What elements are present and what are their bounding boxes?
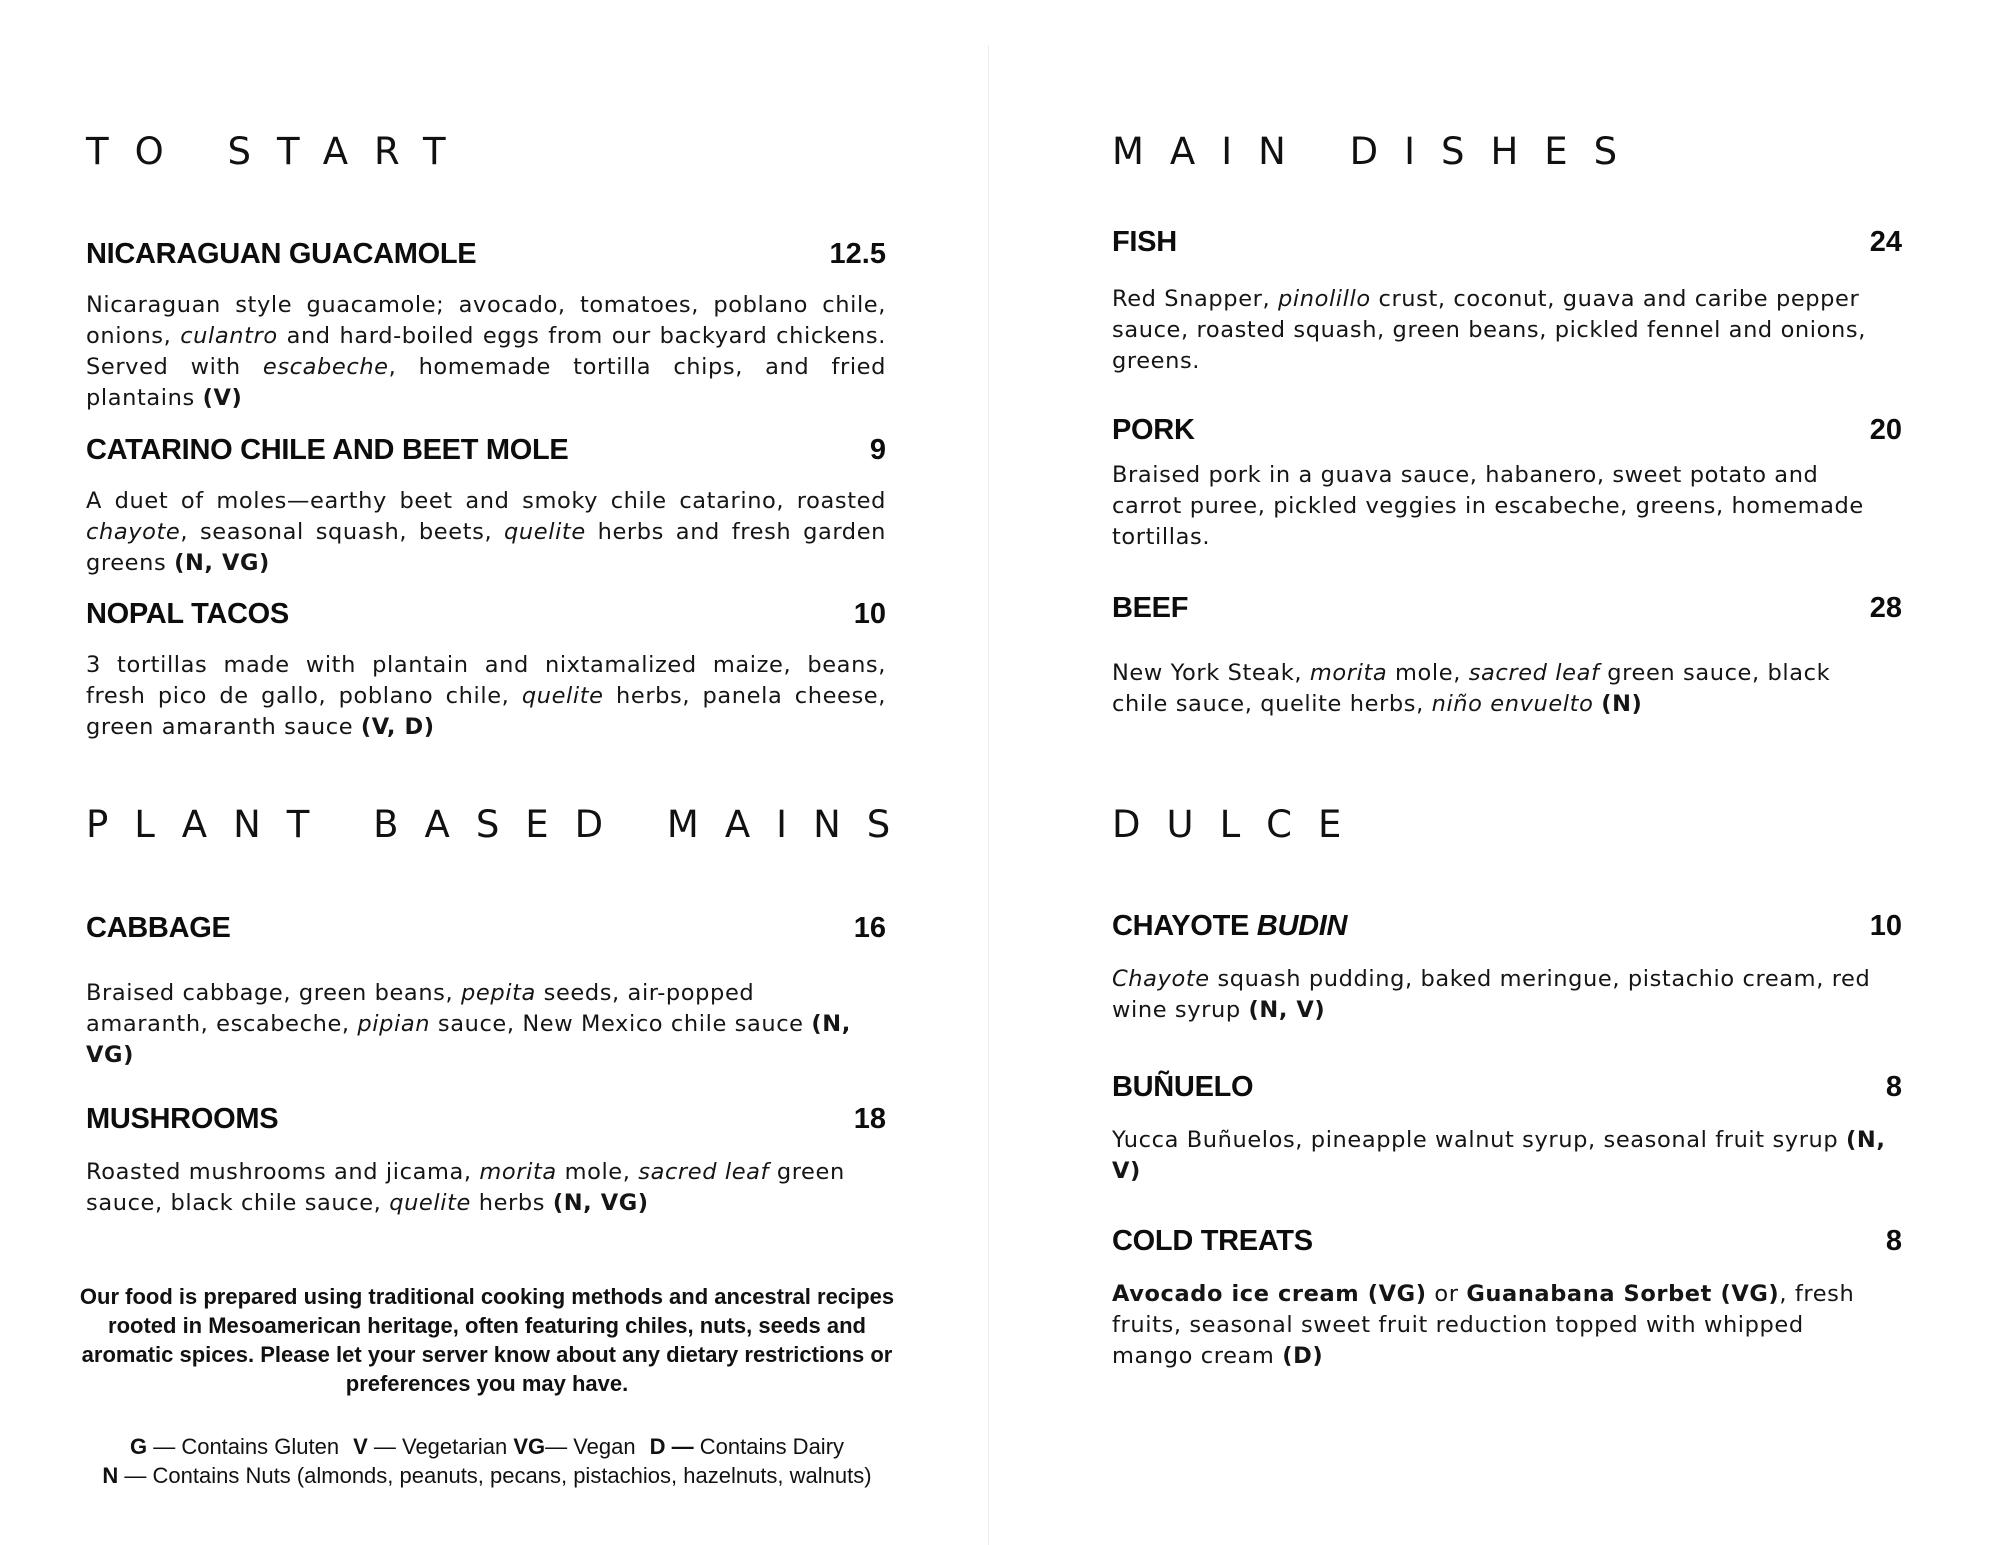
item-name: COLD TREATS: [1112, 1225, 1313, 1257]
legend-line-1: [62, 1432, 912, 1461]
desc-text: Roasted mushrooms and jicama,: [86, 1159, 480, 1185]
item-price: 24: [1869, 226, 1902, 258]
legend-code-gluten: G: [129, 1434, 148, 1459]
italic-term: pepita: [461, 980, 536, 1006]
legend-code-dairy: D —: [649, 1434, 694, 1459]
item-name: PORK: [1112, 414, 1195, 446]
item-description: [86, 290, 886, 414]
menu-item-chayote-budin: [1112, 910, 1902, 1026]
desc-text: , homemade tortilla chips, and fried plantains: [86, 354, 886, 411]
menu-item-cold-treats: [1112, 1225, 1902, 1372]
italic-term: pipian: [357, 1011, 431, 1037]
desc-text: mole,: [1387, 660, 1469, 686]
item-description: [1112, 658, 1892, 720]
legend-line-2: [62, 1461, 912, 1490]
item-price: 9: [869, 434, 886, 466]
item-description: [86, 1157, 876, 1219]
legend-text-nuts: — Contains Nuts (almonds, peanuts, pecans, pistachios, hazelnuts, walnuts): [118, 1463, 872, 1488]
desc-text: , seasonal squash, beets,: [180, 519, 505, 545]
item-description: [1112, 284, 1882, 377]
item-price: 10: [1869, 910, 1902, 942]
dietary-note: Our food is prepared using traditional cooking methods and ancestral recipes rooted in Mesoamerican heritage, often featuring chiles, nuts, seeds and aromatic spices. Please let your server know about any dietary restrictions or preferences you may have.: [79, 1284, 895, 1396]
desc-text: Braised pork in a guava sauce, habanero, sweet potato and carrot puree, pickled veggies in escabeche, greens, homemade tortillas.: [1112, 462, 1864, 550]
italic-term: culantro: [180, 323, 278, 349]
italic-term: quelite: [504, 519, 586, 545]
legend-code-vegan: VG: [513, 1434, 546, 1459]
desc-text: Yucca Buñuelos, pineapple walnut syrup, seasonal fruit syrup: [1112, 1127, 1847, 1153]
allergen-legend: [62, 1432, 912, 1490]
dietary-tag: (D): [1282, 1343, 1324, 1369]
item-price: 10: [853, 598, 886, 630]
item-price: 20: [1869, 414, 1902, 446]
dietary-tag: (N, V): [1112, 1127, 1886, 1184]
item-price: 12.5: [829, 238, 886, 270]
menu-item-fish: [1112, 226, 1902, 377]
desc-text: New York Steak,: [1112, 660, 1310, 686]
menu-item-mushrooms: [86, 1103, 886, 1219]
italic-term: niño envuelto: [1431, 691, 1594, 717]
italic-term: morita: [479, 1159, 557, 1185]
item-description: [1112, 1279, 1892, 1372]
section-title-dulce: DULCE: [1112, 803, 1368, 846]
item-price: 8: [1885, 1071, 1902, 1103]
item-description: [86, 650, 886, 743]
item-price: 18: [853, 1103, 886, 1135]
menu-item-catarino-mole: [86, 434, 886, 579]
dietary-tag: (N, VG): [86, 1011, 851, 1068]
desc-text: seeds, air-popped amaranth, escabeche,: [86, 980, 755, 1037]
item-description: [1112, 460, 1892, 553]
legend-text-vegan: — Vegan: [545, 1434, 636, 1459]
legend-text-dairy: Contains Dairy: [693, 1434, 845, 1459]
dietary-tag: (V, D): [360, 714, 435, 740]
item-name: FISH: [1112, 226, 1177, 258]
italic-term: quelite: [521, 683, 604, 709]
desc-text: squash pudding, baked meringue, pistachio cream, red wine syrup: [1112, 966, 1871, 1023]
item-price: 28: [1869, 592, 1902, 624]
dietary-tag: (V): [202, 385, 243, 411]
desc-text: and hard-boiled eggs from our backyard chickens. Served with: [86, 323, 886, 380]
desc-text: Red Snapper,: [1112, 286, 1278, 312]
desc-text: 3 tortillas made with plantain and nixtamalized maize, beans, fresh pico de gallo, poblano chile,: [86, 652, 886, 709]
desc-text: A duet of moles—earthy beet and smoky chile catarino, roasted: [86, 488, 886, 514]
section-title-to-start: TO START: [86, 130, 472, 173]
italic-term: pinolillo: [1278, 286, 1371, 312]
italic-term: chayote: [86, 519, 181, 545]
item-name: BUÑUELO: [1112, 1071, 1254, 1103]
item-name: CABBAGE: [86, 912, 231, 944]
menu-item-bunuelo: [1112, 1071, 1902, 1187]
menu-item-nopal-tacos: [86, 598, 886, 743]
dietary-tag: Guanabana Sorbet (VG): [1466, 1281, 1780, 1307]
legend-text-gluten: — Contains Gluten: [147, 1434, 340, 1459]
section-title-main-dishes: MAIN DISHES: [1112, 130, 1644, 173]
desc-text: Braised cabbage, green beans,: [86, 980, 462, 1006]
item-name: NICARAGUAN GUACAMOLE: [86, 238, 477, 270]
dietary-tag: Avocado ice cream (VG): [1112, 1281, 1427, 1307]
desc-text: herbs: [470, 1190, 553, 1216]
dietary-tag: (N): [1601, 691, 1643, 717]
desc-text: green sauce, black chile sauce, quelite herbs,: [1112, 660, 1831, 717]
item-name: NOPAL TACOS: [86, 598, 289, 630]
section-title-plant-based-mains: PLANT BASED MAINS: [86, 803, 917, 846]
italic-term: escabeche: [262, 354, 389, 380]
item-name: [1112, 910, 1347, 943]
menu-item-cabbage: [86, 912, 886, 1071]
dietary-tag: (N, V): [1248, 997, 1326, 1023]
item-name: BEEF: [1112, 592, 1189, 624]
item-name: CATARINO CHILE AND BEET MOLE: [86, 434, 569, 466]
desc-text: sauce, New Mexico chile sauce: [430, 1011, 812, 1037]
legend-text-vegetarian: — Vegetarian: [367, 1434, 514, 1459]
italic-term: morita: [1309, 660, 1388, 686]
italic-term: sacred leaf: [1468, 660, 1600, 686]
legend-code-vegetarian: V: [353, 1434, 368, 1459]
desc-text: crust, coconut, guava and caribe pepper sauce, roasted squash, green beans, pickled fennel and onions, greens.: [1112, 286, 1866, 374]
desc-text: green sauce, black chile sauce,: [86, 1159, 845, 1216]
item-price: 16: [853, 912, 886, 944]
desc-text: Nicaraguan style guacamole; avocado, tomatoes, poblano chile, onions,: [86, 292, 886, 349]
menu-item-beef: [1112, 592, 1902, 720]
item-description: [86, 978, 876, 1071]
dietary-tag: (N, VG): [174, 550, 270, 576]
menu-item-guacamole: [86, 238, 886, 414]
page-divider: [988, 45, 989, 1545]
italic-term: sacred leaf: [638, 1159, 770, 1185]
italic-term: Chayote: [1112, 966, 1210, 992]
dietary-tag: (N, VG): [552, 1190, 649, 1216]
desc-text: or: [1426, 1281, 1467, 1307]
italic-term: quelite: [389, 1190, 471, 1216]
item-description: [1112, 964, 1892, 1026]
desc-text: , fresh fruits, seasonal sweet fruit reduction topped with whipped mango cream: [1112, 1281, 1855, 1369]
desc-text: herbs, panela cheese, green amaranth sauce: [86, 683, 887, 740]
item-description: [86, 486, 886, 579]
item-description: [1112, 1125, 1902, 1187]
item-name-main: CHAYOTE: [1112, 910, 1250, 942]
item-name: MUSHROOMS: [86, 1103, 279, 1135]
item-name-italic: BUDIN: [1256, 910, 1348, 942]
item-price: 8: [1885, 1225, 1902, 1257]
menu-item-pork: [1112, 414, 1902, 553]
legend-code-nuts: N: [102, 1463, 119, 1488]
desc-text: herbs and fresh garden greens: [86, 519, 886, 576]
desc-text: mole,: [556, 1159, 639, 1185]
